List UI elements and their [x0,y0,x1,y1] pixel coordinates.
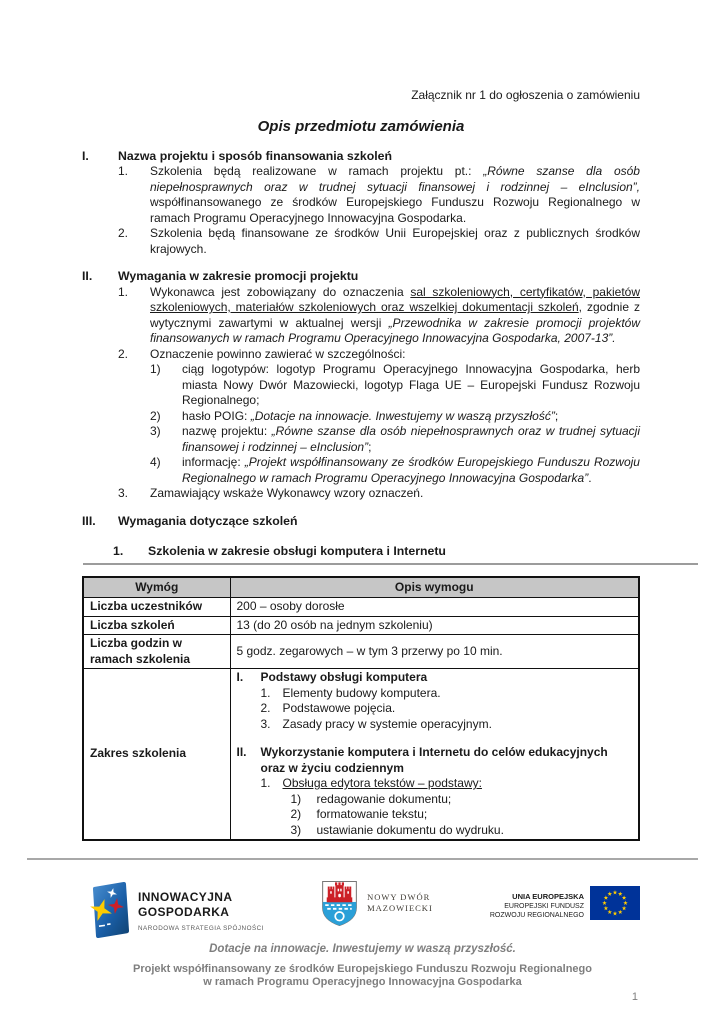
attachment-note: Załącznik nr 1 do ogłoszenia o zamówieniu [411,88,640,102]
eu-text-line: UNIA EUROPEJSKA [512,892,584,901]
scope-item-text: Podstawowe pojęcia. [282,701,396,715]
table-row [83,616,639,635]
text-run: współfinansowanego ze środków Europejskiego Funduszu Rozwoju Regionalnego w ramach Programu Operacyjnego Innowacyjna Gospodarka. [150,195,640,225]
scope-cell [230,669,639,841]
column-header: Wymóg [83,577,230,598]
row-value: 200 – osoby dorosłe [230,598,639,617]
row-value: 13 (do 20 osób na jednym szkoleniu) [230,616,639,635]
scope-item [261,701,633,717]
list-item [118,347,640,363]
cofinance-line: Projekt współfinansowany ze środków Europejskiego Funduszu Rozwoju Regionalnego [133,963,592,975]
paragraph [150,164,640,226]
text-run: ; [554,408,559,423]
list-number: 1. [118,284,129,299]
list-item [118,486,640,502]
list-number: 2. [260,701,271,715]
row-label: Zakres szkolenia [83,669,230,841]
section-title: Wymagania dotyczące szkoleń [118,513,298,528]
text-run: nazwę projektu: [182,424,272,438]
sub-list-item [150,455,640,486]
sub-list-item [150,362,640,409]
heading-rule [83,563,698,565]
footer-rule [27,858,698,860]
text-run: ; [368,439,372,454]
section-heading-i [82,149,640,165]
scope-item [261,717,633,733]
list-item [118,226,640,257]
underlined-text: Obsługa edytora tekstów – podstawy: [282,776,482,790]
list-number: 2. [118,226,129,240]
eu-text-line: ROZWOJU REGIONALNEGO [489,912,584,919]
city-crest-logo [321,880,433,927]
list-number: 1) [150,362,161,376]
text-run: . [588,470,592,485]
paragraph [150,285,640,347]
list-number: 2) [290,807,302,821]
list-number: 2. [118,346,129,361]
footer-logos [85,880,640,948]
footer-cofinance-note [0,963,725,988]
list-number: 3. [118,486,129,500]
subsection-heading [113,544,640,560]
block-title: Podstawy obsługi komputera [260,670,428,684]
section-title: Nazwa projektu i sposób finansowania szkoleń [118,148,393,163]
guide-name-quote: „Przewodnika w zakresie promocji projektów finansowanych w ramach Programu Operacyjnego Innowacyjna Gospodarka, 2007-13”. [150,315,640,345]
section-title: Wymagania w zakresie promocji projektu [118,269,359,283]
row-label: Liczba godzin w ramach szkolenia [83,635,230,669]
eu-logo-text [490,892,584,921]
scope-item [261,776,633,792]
scope-item-text: redagowanie dokumentu; [316,791,452,806]
underlined-text: sal szkoleniowych, certyfikatów, pakietów szkoleniowych, materiałów szkoleniowych oraz wszelkiej dokumentacji szkoleń [150,284,640,314]
ig-logo-text [138,890,264,940]
cofinance-line: w ramach Programu Operacyjnego Innowacyjna Gospodarka [203,975,522,988]
paragraph [182,424,640,455]
ig-flag-icon [85,880,131,940]
footer-slogan: Dotacje na innowacje. Inwestujemy w waszą przyszłość. [209,943,516,955]
paragraph [182,455,640,486]
list-number: 1. [113,544,124,558]
paragraph: Zamawiający wskaże Wykonawcy wzory oznaczeń. [150,486,424,500]
sub-list-item [150,424,640,455]
list-number: 1. [260,685,271,700]
paragraph [182,409,640,425]
ig-tagline: NARODOWA STRATEGIA SPÓJNOŚCI [138,925,264,932]
scope-block-heading [237,670,633,686]
ig-name-line: INNOWACYJNA [138,890,233,904]
scope-sub-item [291,792,633,808]
sub-list-item [150,409,640,425]
slogan-quote: „Dotacje na innowacje. Inwestujemy w waszą przyszłość” [250,408,555,423]
row-label: Liczba szkoleń [83,616,230,635]
scope-item [261,686,633,702]
list-number: 1. [260,776,271,790]
text-run: informację: [182,455,245,469]
section-label: II. [82,269,93,283]
eu-flag-icon [590,886,640,920]
paragraph: Szkolenia będą finansowane ze środków Unii Europejskiej oraz z publicznych środków krajowych. [150,226,640,256]
list-number: II. [236,745,247,759]
scope-item-text: ustawianie dokumentu do wydruku. [316,822,504,837]
city-name-line: NOWY DWÓR [367,892,431,902]
page-number: 1 [631,991,638,1003]
scope-sub-item [291,807,633,823]
city-crest-text [367,892,433,927]
scope-item-text: formatowanie tekstu; [316,807,428,821]
city-crest-icon [321,880,358,927]
text-run: Wykonawca jest zobowiązany do oznaczenia [150,284,411,299]
column-header: Opis wymogu [230,577,639,598]
list-number: 3) [290,822,302,837]
cofinance-quote: „Projekt współfinansowany ze środków Europejskiego Funduszu Rozwoju Regionalnego w ramach Programu Operacyjnego Innowacyjna Gospodarka” [182,455,640,485]
subsection-title: Szkolenia w zakresie obsługi komputera i Internetu [148,544,446,558]
requirements-table [82,576,640,842]
table-row [83,635,639,669]
project-name-quote: „Równe szanse dla osób niepełnosprawnych oraz w trudnej sytuacji finansowej i rodzinnej – eInclusion” [182,424,640,454]
scope-item-text: Zasady pracy w systemie operacyjnym. [282,716,492,731]
list-number: 3. [260,716,271,731]
eu-logo [490,880,640,921]
ig-name-line: GOSPODARKA [138,904,230,919]
innowacyjna-gospodarka-logo [85,880,264,940]
section-label: I. [82,148,89,163]
list-number: 3) [150,424,161,438]
section-heading-ii [82,269,640,285]
list-number: 1) [290,791,302,806]
scope-sub-item [291,823,633,839]
project-name-quote: „Równe szanse dla osób niepełnosprawnych oraz w trudnej sytuacji finansowej i rodzinnej – eInclusion”, [150,164,640,194]
list-number: 4) [150,455,161,469]
text-run: hasło POIG: [182,408,251,423]
row-label: Liczba uczestników [83,598,230,617]
row-value: 5 godz. zegarowych – w tym 3 przerwy po 10 min. [230,635,639,669]
list-number: I. [236,670,244,684]
table-row-scope [83,669,639,841]
list-number: 2) [150,408,161,423]
list-number: 1. [118,164,129,178]
text-run: Szkolenia będą realizowane w ramach projektu pt.: [150,164,484,178]
city-name-line: MAZOWIECKI [367,903,433,913]
table-row [83,598,639,617]
eu-text-line: EUROPEJSKI FUNDUSZ [504,902,584,910]
paragraph: Oznaczenie powinno zawierać w szczególności: [150,346,406,361]
scope-item-text: Elementy budowy komputera. [282,685,441,700]
table-header-row [83,577,639,598]
list-item [118,164,640,226]
section-heading-iii [82,514,640,530]
text-run: , zgodnie z wytycznymi zawartymi w aktualnej wersji [150,300,640,330]
paragraph: ciąg logotypów: logotyp Programu Operacyjnego Innowacyjna Gospodarka, herb miasta Nowy Dwór Mazowiecki, logotyp Flaga UE – Europejski Fundusz Rozwoju Regionalnego; [182,362,640,407]
scope-block-heading [237,745,633,776]
page-title: Opis przedmiotu zamówienia [257,117,465,135]
block-title: Wykorzystanie komputera i Internetu do celów edukacyjnych oraz w życiu codziennym [260,745,608,775]
list-item [118,285,640,347]
section-label: III. [82,513,96,528]
